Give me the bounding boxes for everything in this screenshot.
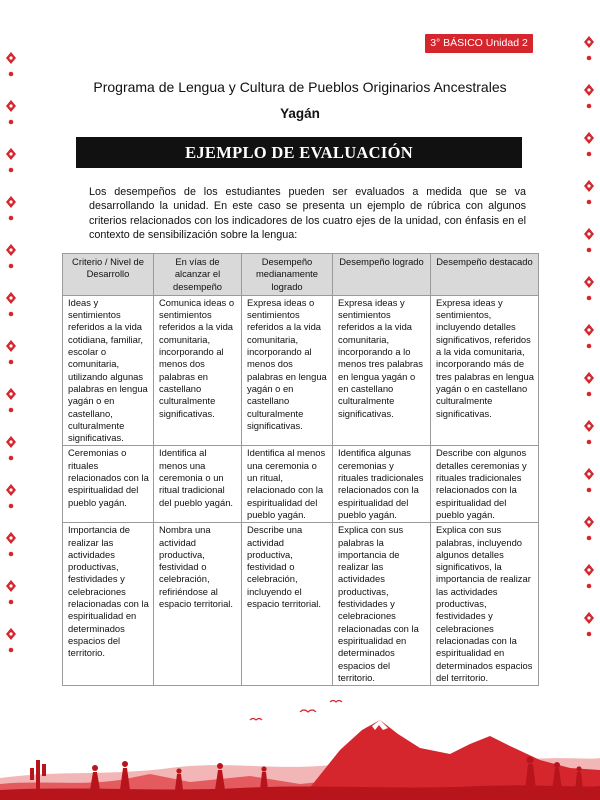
header-level-achieved: Desempeño logrado xyxy=(333,254,431,296)
header-level-outstanding: Desempeño destacado xyxy=(431,254,539,296)
criterion-cell: Ideas y sentimientos referidos a la vida cotidiana, familiar, escolar o comunitaria, utilizando algunas palabras en lengua yagán o en castellano, culturalmente significativas. xyxy=(63,295,154,446)
table-cell: Expresa ideas y sentimientos, incluyendo detalles significativos, referidos a la vida comunitaria, incorporando más de tres palabras en lengua yagán o en castellano culturalmente significativas. xyxy=(431,295,539,446)
table-cell: Explica con sus palabras la importancia de realizar las actividades productivas, festividades y celebraciones relacionadas con la espiritualidad en determinados espacios del territorio. xyxy=(333,523,431,686)
table-cell: Comunica ideas o sentimientos referidos a la vida comunitaria, incorporando al menos dos palabras en castellano culturalmente significativas. xyxy=(154,295,242,446)
criterion-cell: Importancia de realizar las actividades productivas, festividades y celebraciones relacionadas con la espiritualidad en determinados espacios del territorio. xyxy=(63,523,154,686)
criterion-cell: Ceremonias o rituales relacionados con la espiritualidad del pueblo yagán. xyxy=(63,446,154,523)
footer-landscape-illustration xyxy=(0,690,600,800)
rubric-table xyxy=(62,253,539,686)
table-cell: Identifica al menos una ceremonia o un ritual tradicional del pueblo yagán. xyxy=(154,446,242,523)
section-title-banner: EJEMPLO DE EVALUACIÓN xyxy=(76,137,522,168)
table-row xyxy=(63,295,539,446)
table-cell: Expresa ideas o sentimientos referidos a la vida comunitaria, incorporando al menos dos palabras en lengua yagán o en castellano culturalmente significativas. xyxy=(242,295,333,446)
header-level-developing: En vías de alcanzar el desempeño xyxy=(154,254,242,296)
table-cell: Identifica algunas ceremonias y rituales tradicionales relacionados con la espiritualidad del pueblo yagán. xyxy=(333,446,431,523)
table-cell: Describe una actividad productiva, festividad o celebración, incluyendo el espacio territorial. xyxy=(242,523,333,686)
intro-paragraph: Los desempeños de los estudiantes pueden ser evaluados a medida que se va desarrollando la unidad. En este caso se presenta un ejemplo de rúbrica con algunos criterios relacionados con los indicadores de los cuatro ejes de la unidad, con énfasis en el contexto de sensibilización sobre la lengua: xyxy=(89,186,526,242)
table-row xyxy=(63,446,539,523)
header-level-partial: Desempeño medianamente logrado xyxy=(242,254,333,296)
header-criterion: Criterio / Nivel de Desarrollo xyxy=(63,254,154,296)
table-cell: Expresa ideas y sentimientos referidos a la vida comunitaria, incorporando a lo menos tres palabras en lengua yagán o en castellano culturalmente significativas. xyxy=(333,295,431,446)
table-row xyxy=(63,523,539,686)
grade-unit-badge: 3° BÁSICO Unidad 2 xyxy=(425,34,533,53)
table-cell: Identifica al menos una ceremonia o un ritual, relacionado con la espiritualidad del pueblo yagán. xyxy=(242,446,333,523)
table-cell: Explica con sus palabras, incluyendo algunos detalles significativos, la importancia de realizar las actividades productivas, festividades y celebraciones relacionadas con la espiritualidad en determinados espacios del territorio. xyxy=(431,523,539,686)
people-title: Yagán xyxy=(280,106,320,121)
table-cell: Describe con algunos detalles ceremonias y rituales tradicionales relacionados con la espiritualidad del pueblo yagán. xyxy=(431,446,539,523)
rubric-header-row xyxy=(63,254,539,296)
table-cell: Nombra una actividad productiva, festividad o celebración, refiriéndose al espacio territorial. xyxy=(154,523,242,686)
program-title: Programa de Lengua y Cultura de Pueblos Originarios Ancestrales xyxy=(93,79,507,95)
